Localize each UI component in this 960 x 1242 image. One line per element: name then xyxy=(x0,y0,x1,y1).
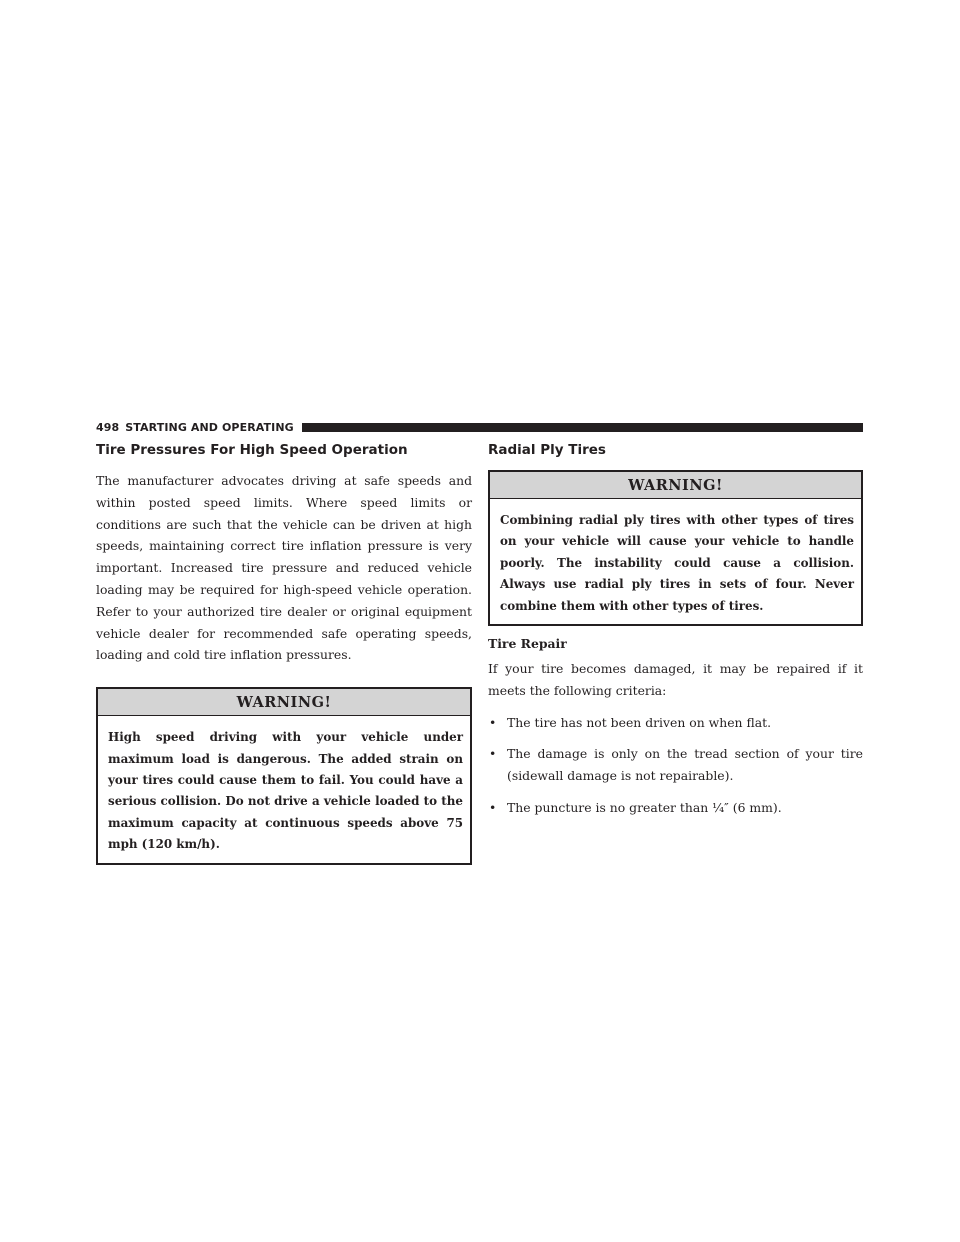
warning-title: WARNING! xyxy=(98,689,470,716)
list-item xyxy=(488,743,863,787)
criteria-list xyxy=(488,712,863,819)
bullet-icon: • xyxy=(489,714,497,730)
page-number: 498 xyxy=(96,420,120,434)
paragraph-tire-repair: If your tire becomes damaged, it may be repaired if it meets the following criteria: xyxy=(488,661,863,698)
list-item xyxy=(488,712,863,734)
right-column xyxy=(488,442,863,829)
section-title: STARTING AND OPERATING xyxy=(125,420,294,434)
left-column xyxy=(96,442,472,865)
heading-radial-ply: Radial Ply Tires xyxy=(488,442,606,458)
list-item-text: The puncture is no greater than ¼″ (6 mm). xyxy=(507,800,782,816)
warning-text: High speed driving with your vehicle under maximum load is dangerous. The added strain on your tires could cause them to fail. You could have a serious collision. Do not drive a vehicle loaded to the maximum capacity at continuous speeds above 75 mph (120 km/h). xyxy=(108,730,463,852)
heading-high-speed: Tire Pressures For High Speed Operation xyxy=(96,442,408,458)
warning-box-radial xyxy=(488,470,863,626)
bullet-icon: • xyxy=(489,800,497,816)
warning-title: WARNING! xyxy=(490,472,861,499)
warning-text: Combining radial ply tires with other types of tires on your vehicle will cause your vehicle to handle poorly. The instability could cause a collision. Always use radial ply tires in sets of four. Never combine them with other types of tires. xyxy=(500,513,854,613)
paragraph-high-speed: The manufacturer advocates driving at safe speeds and within posted speed limits. Where speed limits or conditions are such that the vehicle can be driven at high speeds, maintaining correct tire inflation pressure is very important. Increased tire pressure and reduced vehicle loading may be required for high-speed vehicle operation. Refer to your authorized tire dealer or original equipment vehicle dealer for recommended safe operating speeds, loading and cold tire inflation pressures. xyxy=(96,473,472,663)
header-rule xyxy=(302,423,863,432)
bullet-icon: • xyxy=(489,746,497,762)
list-item-text: The damage is only on the tread section of your tire (sidewall damage is not repairable). xyxy=(507,746,863,784)
warning-box-high-speed xyxy=(96,687,472,864)
page-header xyxy=(96,420,863,434)
list-item-text: The tire has not been driven on when flat. xyxy=(507,714,772,730)
subheading-tire-repair: Tire Repair xyxy=(488,636,567,652)
list-item xyxy=(488,797,863,819)
